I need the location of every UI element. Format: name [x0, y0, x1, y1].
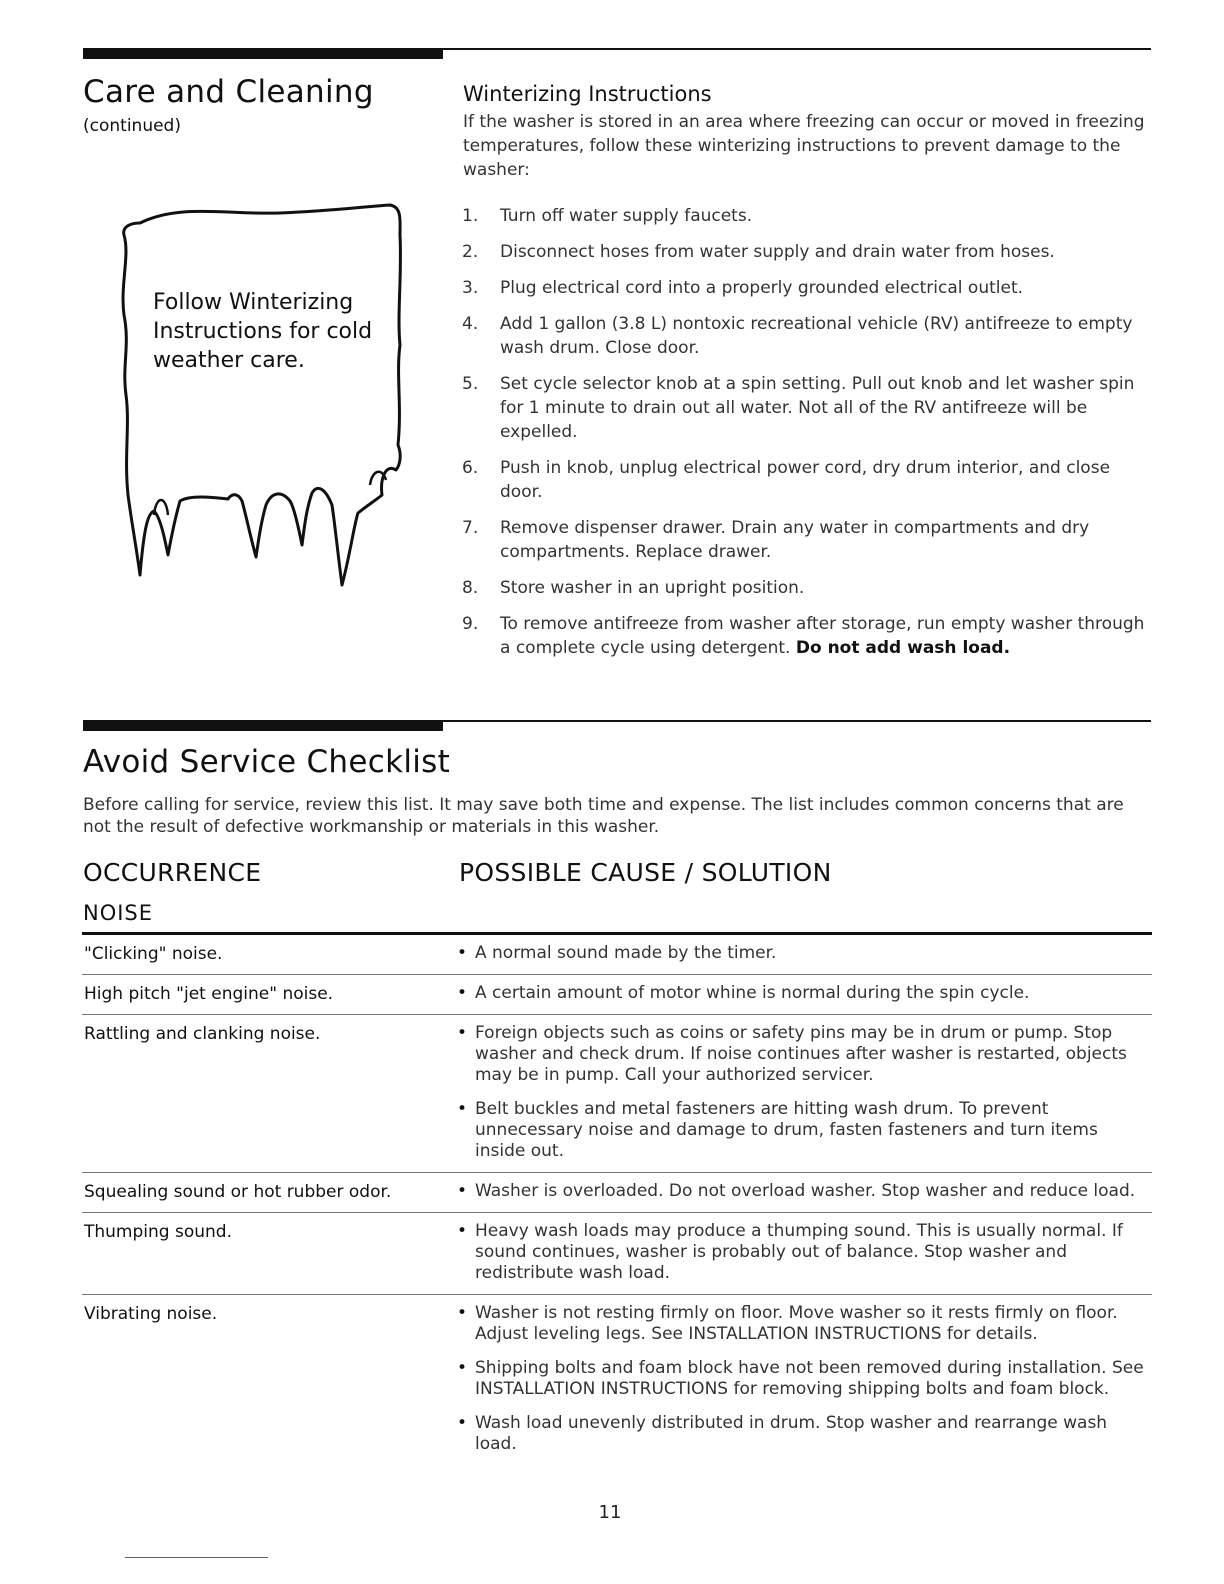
- bullet: •: [457, 1099, 468, 1119]
- step-item: 6. Push in knob, unplug electrical power cord, dry drum interior, and close door.: [462, 458, 1111, 502]
- section-rule-thick: [83, 720, 443, 731]
- section-rule-thin: [443, 48, 1151, 50]
- table-row: [82, 1212, 1152, 1294]
- solution-item: • A certain amount of motor whine is normal during the spin cycle.: [457, 983, 1030, 1003]
- step-item: 3. Plug electrical cord into a properly grounded electrical outlet.: [462, 278, 1024, 298]
- solution-item: • Washer is overloaded. Do not overload washer. Stop washer and reduce load.: [457, 1181, 1136, 1201]
- footer-line: [125, 1557, 268, 1558]
- step-item: 4. Add 1 gallon (3.8 L) nontoxic recreational vehicle (RV) antifreeze to empty wash drum. Close door.: [462, 314, 1133, 358]
- occurrence-cell: Thumping sound.: [84, 1222, 232, 1242]
- solution-item: • Foreign objects such as coins or safety pins may be in drum or pump. Stop washer and check drum. If noise continues after washer is restarted, objects may be in pump. Call your authorized servicer.: [457, 1023, 1127, 1085]
- bullet: •: [457, 943, 468, 963]
- winterizing-intro: If the washer is stored in an area where freezing can occur or moved in freezing temperatures, follow these winterizing instructions to prevent damage to the washer:: [463, 112, 1145, 180]
- winterizing-heading: Winterizing Instructions: [463, 82, 712, 106]
- winterizing-callout: Follow Winterizing Instructions for cold weather care.: [153, 290, 373, 373]
- solution-item: • Belt buckles and metal fasteners are hitting wash drum. To prevent unnecessary noise and damage to drum, fasten fasteners and turn items inside out.: [457, 1099, 1098, 1161]
- table-row: [82, 1172, 1152, 1212]
- step-item: 1. Turn off water supply faucets.: [462, 206, 753, 226]
- column-header-solution: POSSIBLE CAUSE / SOLUTION: [459, 858, 832, 887]
- icicle-illustration: [110, 195, 410, 595]
- page-number: 11: [598, 1502, 622, 1523]
- solution-item: • Heavy wash loads may produce a thumping sound. This is usually normal. If sound continues, washer is probably out of balance. Stop washer and redistribute wash load.: [457, 1221, 1123, 1283]
- bullet: •: [457, 1358, 468, 1378]
- checklist-intro: Before calling for service, review this list. It may save both time and expense. The list includes common concerns that are not the result of defective workmanship or materials in this washer.: [83, 795, 1124, 837]
- occurrence-cell: Rattling and clanking noise.: [84, 1024, 321, 1044]
- bullet: •: [457, 1413, 468, 1433]
- table-row: [82, 1014, 1152, 1172]
- section-rule-thin: [443, 720, 1151, 722]
- step-item: 8. Store washer in an upright position.: [462, 578, 805, 598]
- bullet: •: [457, 1181, 468, 1201]
- occurrence-cell: Vibrating noise.: [84, 1304, 218, 1324]
- bullet: •: [457, 1221, 468, 1241]
- occurrence-cell: "Clicking" noise.: [84, 944, 223, 964]
- bullet: •: [457, 1023, 468, 1043]
- step-item: 7. Remove dispenser drawer. Drain any water in compartments and dry compartments. Replace drawer.: [462, 518, 1090, 562]
- step-item: 5. Set cycle selector knob at a spin setting. Pull out knob and let washer spin for 1 minute to drain out all water. Not all of the RV antifreeze will be expelled.: [462, 374, 1135, 442]
- column-header-occurrence: OCCURRENCE: [83, 858, 262, 887]
- step-item: 2. Disconnect hoses from water supply and drain water from hoses.: [462, 242, 1055, 262]
- care-title: Care and Cleaning: [83, 74, 374, 110]
- bullet: •: [457, 983, 468, 1003]
- occurrence-cell: High pitch "jet engine" noise.: [84, 984, 334, 1004]
- table-row: [82, 932, 1152, 974]
- occurrence-cell: Squealing sound or hot rubber odor.: [84, 1182, 392, 1202]
- checklist-table: [82, 932, 1152, 1465]
- table-row: [82, 1294, 1152, 1465]
- solution-item: • Washer is not resting firmly on floor. Move washer so it rests firmly on floor. Adjust leveling legs. See INSTALLATION INSTRUCTIONS for details.: [457, 1303, 1118, 1344]
- solution-item: • Shipping bolts and foam block have not been removed during installation. See INSTALLATION INSTRUCTIONS for removing shipping bolts and foam block.: [457, 1358, 1144, 1399]
- care-subtitle: (continued): [83, 116, 181, 136]
- checklist-title: Avoid Service Checklist: [83, 744, 451, 780]
- step-item: 9. To remove antifreeze from washer after storage, run empty washer through a complete cycle using detergent. Do not add wash load.: [462, 614, 1145, 658]
- solution-item: • A normal sound made by the timer.: [457, 943, 777, 963]
- category-noise: NOISE: [83, 901, 154, 925]
- bullet: •: [457, 1303, 468, 1323]
- table-row: [82, 974, 1152, 1014]
- section-rule-thick: [83, 48, 443, 59]
- step-emphasis: Do not add wash load.: [795, 638, 1011, 658]
- solution-item: • Wash load unevenly distributed in drum. Stop washer and rearrange wash load.: [457, 1413, 1108, 1454]
- winterizing-steps: [462, 204, 1152, 660]
